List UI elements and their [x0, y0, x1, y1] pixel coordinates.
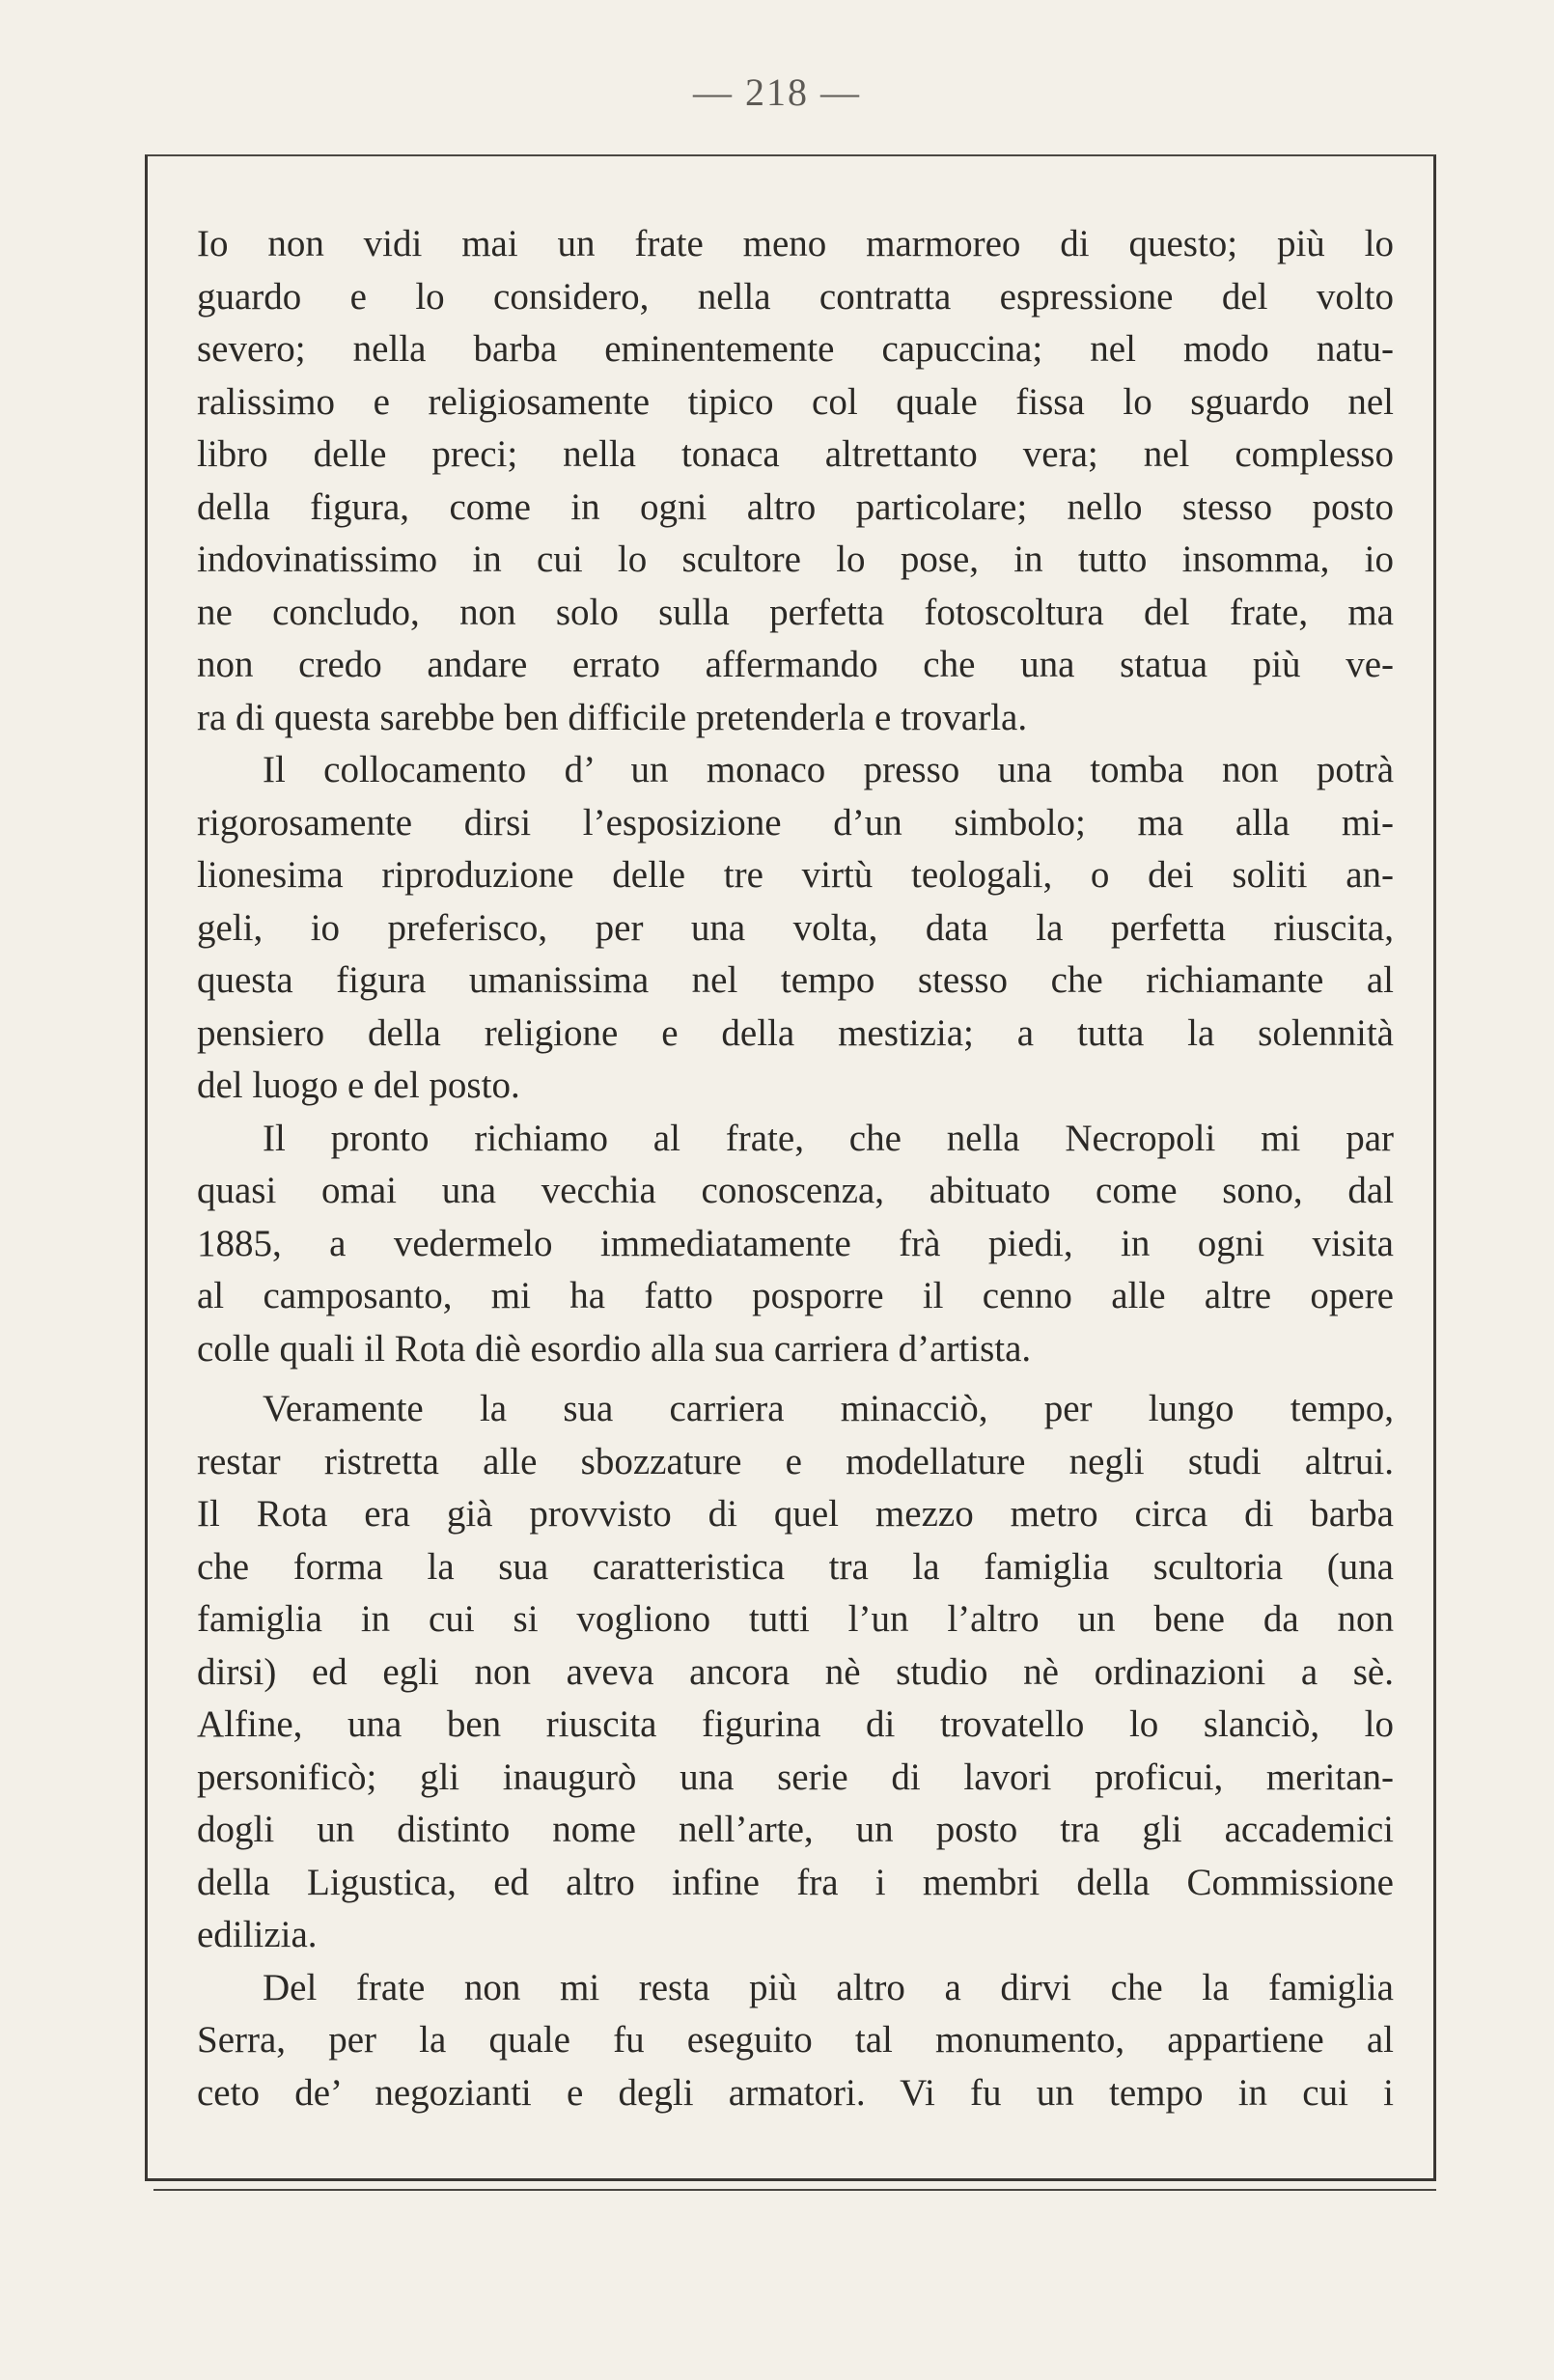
text-line: dirsi) ed egli non aveva ancora nè studio nè ordinazioni a sè. [197, 1650, 1394, 1693]
text-line: della figura, come in ogni altro particolare; nello stesso posto [197, 485, 1394, 528]
text-line: Il collocamento d’ un monaco presso una tomba non potrà [263, 749, 1394, 790]
text-line: Veramente la sua carriera minacciò, per lungo tempo, [263, 1388, 1394, 1429]
paragraph-gap [197, 1375, 1394, 1383]
text-line: ceto de’ negozianti e degli armatori. Vi fu un tempo in cui i [197, 2071, 1394, 2114]
text-line: Del frate non mi resta più altro a dirvi che la famiglia [263, 1966, 1394, 2008]
text-line: pensiero della religione e della mestizia; a tutta la solennità [197, 1011, 1394, 1054]
text-line: questa figura umanissima nel tempo stesso che richiamante al [197, 959, 1394, 1001]
text-line: libro delle preci; nella tonaca altrettanto vera; nel complesso [197, 433, 1394, 475]
text-line: ralissimo e religiosamente tipico col quale fissa lo sguardo nel [197, 380, 1394, 423]
text-line: non credo andare errato affermando che una statua più ve- [197, 644, 1394, 685]
text-line: lionesima riproduzione delle tre virtù teologali, o dei soliti an- [197, 854, 1394, 896]
body-text [197, 218, 1394, 2119]
text-line: quasi omai una vecchia conoscenza, abituato come sono, dal [197, 1170, 1394, 1211]
text-line: restar ristretta alle sbozzature e modellature negli studi altrui. [197, 1440, 1394, 1482]
text-line: colle quali il Rota diè esordio alla sua carriera d’artista. [197, 1327, 1032, 1370]
text-line: dogli un distinto nome nell’arte, un posto tra gli accademici [197, 1809, 1394, 1850]
text-line: al camposanto, mi ha fatto posporre il cenno alle altre opere [197, 1275, 1394, 1316]
text-line: Il pronto richiamo al frate, che nella Necropoli mi par [263, 1117, 1394, 1159]
text-line: Serra, per la quale fu eseguito tal monumento, appartiene al [197, 2019, 1394, 2061]
text-line: ra di questa sarebbe ben difficile pretenderla e trovarla. [197, 696, 1028, 738]
text-line: edilizia. [197, 1914, 318, 1955]
text-line: del luogo e del posto. [197, 1065, 520, 1106]
text-line: geli, io preferisco, per una volta, data la perfetta riuscita, [197, 906, 1394, 949]
text-line: indovinatissimo in cui lo scultore lo pose, in tutto insomma, io [197, 539, 1394, 580]
text-line: guardo e lo considero, nella contratta espressione del volto [197, 275, 1394, 318]
text-line: che forma la sua caratteristica tra la famiglia scultoria (una [197, 1545, 1394, 1588]
text-line: ne concludo, non solo sulla perfetta fotoscoltura del frate, ma [197, 591, 1394, 633]
text-line: 1885, a vedermelo immediatamente frà piedi, in ogni visita [197, 1222, 1394, 1264]
text-line: Alfine, una ben riuscita figurina di trovatello lo slanciò, lo [197, 1703, 1394, 1745]
page-number: — 218 — [693, 70, 861, 114]
text-line: rigorosamente dirsi l’esposizione d’un simbolo; ma alla mi- [197, 801, 1394, 844]
text-line: Il Rota era già provvisto di quel mezzo metro circa di barba [197, 1493, 1394, 1535]
text-line: Io non vidi mai un frate meno marmoreo di questo; più lo [197, 223, 1394, 264]
text-line: personificò; gli inaugurò una serie di lavori proficui, meritan- [197, 1756, 1394, 1798]
text-line: della Ligustica, ed altro infine fra i membri della Commissione [197, 1861, 1394, 1903]
text-line: severo; nella barba eminentemente capuccina; nel modo natu- [197, 328, 1394, 370]
text-line: famiglia in cui si vogliono tutti l’un l’altro un bene da non [197, 1598, 1394, 1640]
